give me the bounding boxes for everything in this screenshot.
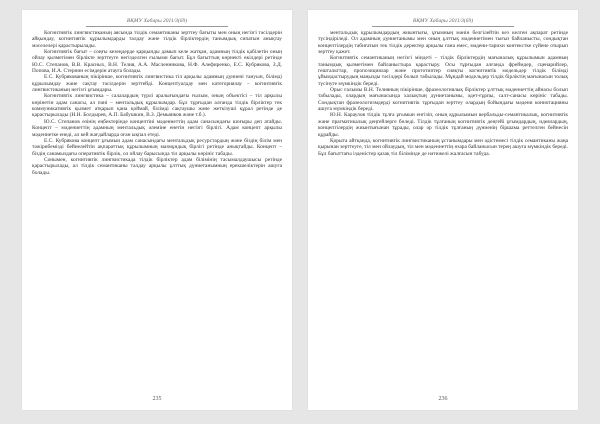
page-left	[22, 10, 292, 410]
paragraph: Қорыта айтқанда, когнитивтік лингвистиканың ұстанымдары мен әдістемесі тілдік семантиканы жаңа қырынан зерттеуге, тіл мен ойлаудың, тіл мен мәдениеттің өзара байланысын терең ашуға мүмкіндік береді. Бұл бағыттағы ізденістер қазақ тіл білімінде де нәтижелі жалғасын табуда.	[318, 137, 568, 157]
page-body	[318, 30, 568, 157]
header-rule	[372, 26, 514, 27]
page-right	[308, 10, 578, 410]
page-body	[32, 30, 282, 176]
header-rule	[86, 26, 228, 27]
paragraph: Орыс ғалымы В.Н. Телияның пікірінше, фразеологиялық бірліктер ұлттық мәдениеттің айнасы болып табылады, олардың мағынасында халықтың дүниетанымы, әдет-ғұрпы, салт-санасы көрініс табады. Сондықтан фразеологизмдерді когнитивтік тұрғыдан зерттеу олардың бойындағы мәдени коннотацияны ашуға мүмкіндік береді.	[318, 87, 568, 113]
paragraph: Когнитивтік лингвистика – салалардың түрлі аралығындағы ғылым, оның объектісі – тіл арқылы көрінетін адам санасы, ал пәні – ментальдық құрылымдар. Бұл тұрғыдан алғанда тілдік бірліктер тек коммуникативтік қызмет атқарып қана қоймай, білімді сақтаушы және жеткізуші құрал ретінде де қарастырылады (Н.Н. Болдырев, А.П. Бабушкин, В.З. Демьянков және т.б.).	[32, 93, 282, 119]
page-number: 236	[438, 396, 448, 402]
paragraph: ментальдық құрылымдардың жиынтығы, ұғымның мәнін белгілейтін кез келген ақпарат ретінде түсіндіріледі. Ол адамның дүниетанымы мен оның ұлттық мәдениетімен тығыз байланысты, сондықтан концептілердің табиғатын тек тілдік деректер арқылы ғана емес, мәдени-тарихи контекстке сүйене отырып зерттеу қажет.	[318, 30, 568, 56]
running-header: ВҚМУ Хабары 2011/3(69)	[412, 18, 474, 24]
paragraph: Е.С. Кубрякова концепт ұғымын адам санасындағы ментальдық ресурстардың және біздің білім мен тәжірибемізді бейнелейтін ақпараттық құрылымның мазмұндық бірлігі ретінде анықтайды. Концепт – біздің санамыздағы оперативтік бірлік, ол ойлау барысында тіл арқылы көрініс табады.	[32, 137, 282, 157]
paragraph: Ю.С. Степанов өзінің еңбектерінде концептіні мәдениеттің адам санасындағы шоғыры деп атайды. Концепт – мәдениеттің адамның ментальдық әлеміне енетін негізгі бірлігі. Адам концепт арқылы мәдениетке енеді, ал кей жағдайларда оған ықпал етеді.	[32, 118, 282, 138]
paragraph: Когнитивтік лингвистиканың аясында тілдік семантиканы зерттеу бағыты мен оның негізгі тәсілдерін айқындау, когнитивтік құрылымдарды талдау және тілдік бірліктердің танымдық сипатын анықтау мәселелері қарастырылады.	[32, 30, 282, 49]
page-number: 235	[152, 396, 162, 402]
paragraph: Когнитивтік семантиканың негізгі міндеті – тілдік бірліктердің мағыналық құрылымын адамның танымдық қызметімен байланыстыра қарастыру. Осы тұрғыдан алғанда фреймдер, сценарийлер, гештальттар, пропозициялар және прототиптер сияқты когнитивтік модельдер тілдік білімді ұйымдастырудың маңызды тәсілдері болып табылады. Мұндай модельдер тілдік бірліктің мағынасын толық түсінуге мүмкіндік береді.	[318, 55, 568, 87]
paragraph: Ю.Н. Караулов тілдік тұлға ұғымын енгізіп, оның құрылымын вербальды-семантикалық, когнитивтік және прагматикалық деңгейлерге бөледі. Тілдік тұлғаның когнитивтік деңгейі ұғымдардың, идеялардың, концептілердің жиынтығынан тұрады, олар әр тілдік тұлғаның дүниенің біршама реттелген бейнесін құрайды.	[318, 112, 568, 138]
paragraph: Когнитивтік бағыт – соңғы кезеңдерде қарқынды дамып келе жатқан, адамның тілдік қабілетін оның ойлау қызметімен бірлікте зерттеуге негізделген ғылыми бағыт. Бұл бағыттың көрнекті өкілдері ретінде Ю.С. Степанов, В.В. Красных, В.Н. Телия, А.А. Масленникова, Н.Ф. Алефиренко, Е.С. Кубрякова, З.Д. Попова, И.А. Стернин есімдерін атауға болады.	[32, 49, 282, 75]
paragraph: Сонымен, когнитивтік лингвистикада тілдік бірліктер адам білімінің тасымалдаушысы ретінде қарастырылады, ал тілдік семантиканы талдау арқылы ұлттық дүниетанымның ерекшеліктерін ашуға болады.	[32, 156, 282, 176]
paragraph: Е.С. Кубрякованың пікірінше, когнитивтік лингвистика тіл арқылы адамның дүниені тануын, білімді құрылымдау және сақтау тәсілдерін зерттейді. Концептуалдау мен категориялау – когнитивтік лингвистиканың негізгі ұғымдары.	[32, 74, 282, 94]
running-header: ВҚМУ Хабары 2011/3(69)	[126, 18, 188, 24]
